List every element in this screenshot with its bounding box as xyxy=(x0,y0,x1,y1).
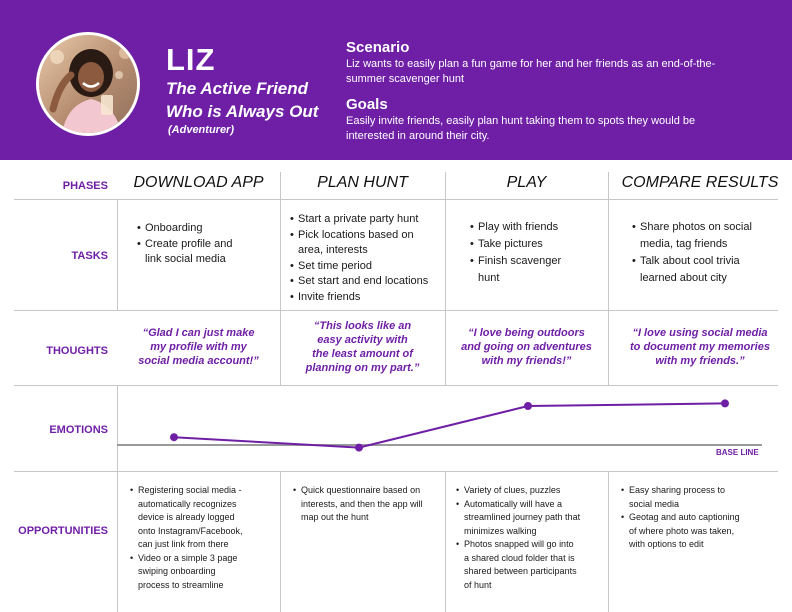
opportunity-item: • Automatically will have a streamlined journey path that minimizes walking xyxy=(456,498,580,539)
emotion-line xyxy=(174,403,725,447)
task-item: • Share photos on social media, tag friends xyxy=(632,219,752,253)
task-item: • Start a private party hunt xyxy=(290,212,428,228)
opportunities-label: OPPORTUNITIES xyxy=(18,525,108,537)
opportunity-item: • Variety of clues, puzzles xyxy=(456,484,580,498)
opportunity-item: • Video or a simple 3 page swiping onboarding process to streamline xyxy=(130,552,243,593)
opportunity-item: • Photos snapped will go into a shared cloud folder that is shared between participants of hunt xyxy=(456,538,580,592)
goals-text-1: Easily invite friends, easily plan hunt taking them to spots they would be xyxy=(346,115,696,127)
task-item: • Play with friends xyxy=(470,219,561,236)
task-item: • Talk about cool trivia learned about city xyxy=(632,253,752,287)
thought-compare: “I love using social media to document my memories with my friends.” xyxy=(630,327,770,367)
scenario-text-2: summer scavenger hunt xyxy=(346,73,464,85)
goals-text-2: interested in around their city. xyxy=(346,130,490,142)
thought-play: “I love being outdoors and going on adventures with my friends!” xyxy=(461,327,592,367)
phase-title-plan: PLAN HUNT xyxy=(317,174,408,191)
task-item: • Pick locations based on area, interests xyxy=(290,228,428,259)
persona-type: (Adventurer) xyxy=(168,124,235,136)
thought-plan: “This looks like an easy activity with the least amount of planning on my part.” xyxy=(305,320,420,374)
opportunities-download xyxy=(130,484,243,592)
phase-title-download: DOWNLOAD APP xyxy=(133,174,264,191)
goals-title: Goals xyxy=(346,96,388,113)
opportunities-plan xyxy=(293,484,423,525)
opportunities-play xyxy=(456,484,580,592)
task-item: • Create profile and link social media xyxy=(137,237,232,268)
task-item: • Invite friends xyxy=(290,290,428,306)
task-item: • Set start and end locations xyxy=(290,274,428,290)
thought-download: “Glad I can just make my profile with my social media account!” xyxy=(138,327,259,367)
emotions-label: EMOTIONS xyxy=(49,424,108,436)
opportunity-item: • Quick questionnaire based on interests, and then the app will map out the hunt xyxy=(293,484,423,525)
emotion-point-4 xyxy=(721,399,729,407)
tasks-label: TASKS xyxy=(71,250,108,262)
task-item: • Finish scavenger hunt xyxy=(470,253,561,287)
emotion-point-2 xyxy=(355,444,363,452)
phases-label: PHASES xyxy=(62,180,108,192)
scenario-title: Scenario xyxy=(346,39,410,56)
base-line-label: BASE LINE xyxy=(716,448,759,457)
thoughts-label: THOUGHTS xyxy=(46,345,108,357)
emotion-point-3 xyxy=(524,402,532,410)
persona-tagline-1: The Active Friend xyxy=(166,79,309,98)
phase-title-compare: COMPARE RESULTS xyxy=(621,174,779,191)
opportunity-item: • Easy sharing process to social media xyxy=(621,484,740,511)
scenario-text-1: Liz wants to easily plan a fun game for her and her friends as an end-of-the- xyxy=(346,58,716,70)
opportunity-item: • Registering social media - automatically recognizes device is already logged onto Instagram/Facebook, can just link from there xyxy=(130,484,243,552)
opportunities-compare xyxy=(621,484,740,552)
task-item: • Set time period xyxy=(290,259,428,275)
phase-title-play: PLAY xyxy=(506,174,547,191)
persona-name: LIZ xyxy=(166,42,216,77)
emotion-point-1 xyxy=(170,433,178,441)
opportunity-item: • Geotag and auto captioning of where photo was taken, with options to edit xyxy=(621,511,740,552)
persona-tagline-2: Who is Always Out xyxy=(166,102,319,121)
task-item: • Onboarding xyxy=(137,221,232,237)
task-item: • Take pictures xyxy=(470,236,561,253)
